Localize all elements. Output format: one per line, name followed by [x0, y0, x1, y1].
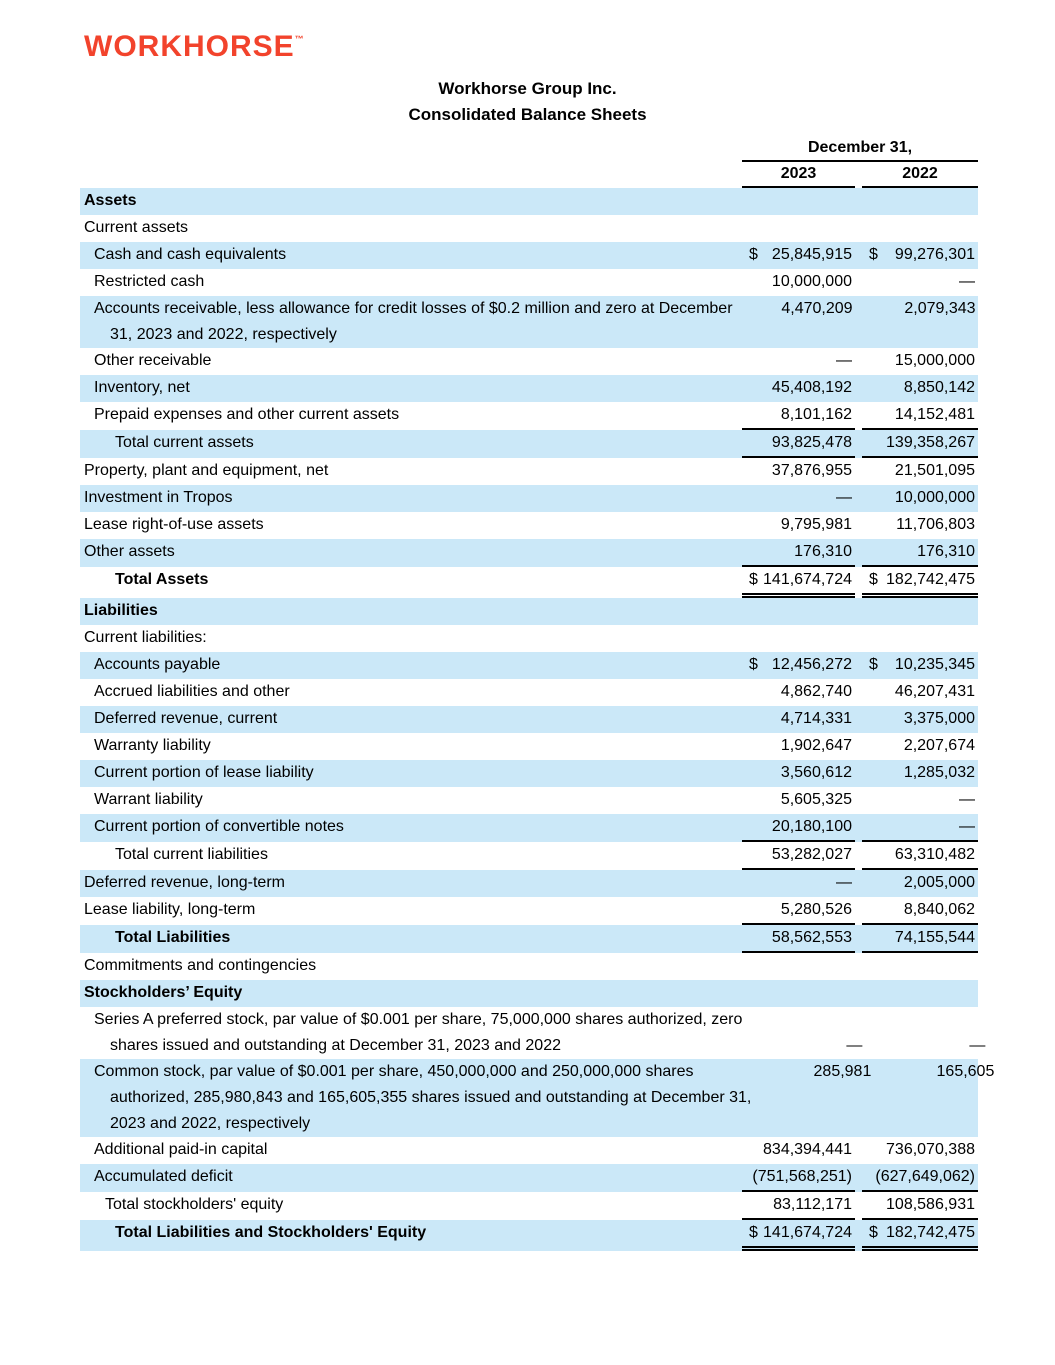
amount: — [836, 352, 852, 369]
row-label: Accounts payable [94, 656, 221, 673]
row-label: Current portion of lease liability [94, 764, 314, 781]
row-label: Commitments and contingencies [84, 957, 317, 974]
amount: 20,180,100 [771, 818, 852, 835]
value-cell-2023 [742, 269, 855, 296]
amount: — [969, 1037, 986, 1054]
column-gap [855, 539, 862, 567]
table-row [80, 430, 978, 458]
amount: 14,152,481 [894, 406, 975, 423]
value-cell-2022 [862, 430, 978, 458]
amount: 4,862,740 [780, 683, 852, 700]
table-row [80, 980, 978, 1007]
value-cell-2023 [742, 760, 855, 787]
amount: 2,207,674 [903, 737, 975, 754]
row-label: Accumulated deficit [94, 1168, 233, 1185]
column-gap [855, 598, 862, 625]
table-row [80, 1164, 978, 1192]
amount: 93,825,478 [771, 434, 852, 451]
value-cell-2022 [862, 842, 978, 870]
column-gap [856, 296, 863, 348]
amount: 58,562,553 [771, 929, 852, 946]
logo-text: WORKHORSE [84, 30, 295, 63]
row-label: Investment in Tropos [84, 489, 233, 506]
column-gap [855, 706, 862, 733]
table-row [80, 539, 978, 567]
amount: 4,470,209 [781, 300, 853, 317]
value-cell-2023 [742, 402, 855, 430]
amount: (627,649,062) [875, 1168, 975, 1185]
table-header-years [80, 162, 978, 188]
value-cell-2023 [742, 1220, 855, 1251]
value-cell-2023 [742, 539, 855, 567]
table-row [80, 598, 978, 625]
column-gap [855, 814, 862, 842]
table-row [80, 215, 978, 242]
row-label: Lease right-of-use assets [84, 516, 264, 533]
column-gap [855, 1220, 862, 1251]
table-row [80, 625, 978, 652]
value-cell-2022 [862, 242, 978, 269]
amount: — [846, 1037, 863, 1054]
table-row [80, 1059, 995, 1137]
amount: 10,235,345 [894, 656, 975, 673]
amount: 2,005,000 [903, 874, 975, 891]
row-label: Other receivable [94, 352, 212, 369]
amount: 83,112,171 [773, 1196, 852, 1213]
table-row [80, 706, 978, 733]
row-label: Total current assets [115, 434, 254, 451]
column-gap [855, 953, 862, 980]
column-gap [855, 188, 862, 215]
column-gap [855, 897, 862, 925]
column-gap [855, 679, 862, 706]
doc-subtitle: Consolidated Balance Sheets [408, 105, 647, 124]
value-cell-2022 [862, 598, 978, 625]
value-cell-2023 [742, 215, 855, 242]
value-cell-2023 [742, 980, 855, 1007]
value-cell-2023 [742, 953, 855, 980]
table-row [80, 842, 978, 870]
row-label: Inventory, net [94, 379, 190, 396]
value-cell-2023 [743, 296, 856, 348]
amount: 5,280,526 [780, 901, 852, 918]
amount: 182,742,475 [886, 1224, 975, 1241]
amount: 2,079,343 [904, 300, 976, 317]
value-cell-2022 [862, 1164, 978, 1192]
amount: 5,605,325 [780, 791, 852, 808]
amount: 12,456,272 [771, 656, 852, 673]
table-row [80, 188, 978, 215]
row-label: Deferred revenue, current [94, 710, 278, 727]
value-cell-2023 [742, 567, 855, 598]
table-row [80, 953, 978, 980]
value-cell-2022 [862, 787, 978, 814]
row-label: Series A preferred stock, par value of $0.001 per share, 75,000,000 shares authorized, zero shares issued and outstanding at December 31, 2023 and 2022 [94, 1011, 743, 1054]
amount: 45,408,192 [771, 379, 852, 396]
column-gap [855, 733, 862, 760]
value-cell-2023 [742, 679, 855, 706]
value-cell-2022 [862, 539, 978, 567]
row-label: Accrued liabilities and other [94, 683, 290, 700]
column-gap [855, 402, 862, 430]
column-gap [855, 242, 862, 269]
value-cell-2022 [862, 625, 978, 652]
value-cell-2023 [742, 1164, 855, 1192]
amount: 11,706,803 [896, 516, 975, 533]
value-cell-2023 [742, 706, 855, 733]
value-cell-2022 [862, 458, 978, 485]
value-cell-2022 [862, 485, 978, 512]
date-column-group-header: December 31, [742, 136, 978, 162]
amount: 8,840,062 [903, 901, 975, 918]
row-label: Liabilities [84, 602, 158, 619]
year-2023-column-header: 2023 [742, 162, 855, 188]
year-2022-column-header: 2022 [862, 162, 978, 188]
value-cell-2022 [872, 1007, 988, 1059]
amount: 10,000,000 [771, 273, 852, 290]
table-row [80, 1220, 978, 1251]
amount: 74,155,544 [894, 929, 975, 946]
table-row [80, 787, 978, 814]
table-row [80, 375, 978, 402]
doc-title: Workhorse Group Inc. [438, 79, 617, 98]
row-label: Deferred revenue, long-term [84, 874, 285, 891]
amount: 3,375,000 [903, 710, 975, 727]
column-gap [855, 348, 862, 375]
value-cell-2022 [862, 870, 978, 897]
value-cell-2023 [742, 842, 855, 870]
amount: 834,394,441 [763, 1141, 852, 1158]
value-cell-2023 [742, 625, 855, 652]
amount: 3,560,612 [780, 764, 852, 781]
dollar-sign: $ [749, 1224, 758, 1241]
table-row [80, 870, 978, 897]
table-row [80, 458, 978, 485]
amount: (751,568,251) [752, 1168, 852, 1185]
value-cell-2023 [742, 598, 855, 625]
amount: — [836, 874, 852, 891]
amount: 99,276,301 [894, 246, 975, 263]
column-gap [855, 842, 862, 870]
dollar-sign: $ [869, 571, 878, 588]
value-cell-2022 [862, 980, 978, 1007]
amount: 176,310 [794, 543, 852, 560]
amount: — [959, 818, 975, 835]
table-row [80, 348, 978, 375]
value-cell-2023 [742, 897, 855, 925]
amount: 8,101,162 [780, 406, 852, 423]
amount: — [959, 791, 975, 808]
amount: 46,207,431 [894, 683, 975, 700]
trademark-symbol: ™ [294, 34, 304, 44]
amount: 165,605 [936, 1063, 995, 1080]
amount: 53,282,027 [771, 846, 852, 863]
value-cell-2022 [862, 348, 978, 375]
column-gap [855, 1192, 862, 1220]
amount: 63,310,482 [894, 846, 975, 863]
value-cell-2022 [862, 375, 978, 402]
value-cell-2023 [742, 787, 855, 814]
row-label: Property, plant and equipment, net [84, 462, 329, 479]
column-gap [855, 162, 862, 188]
table-row [80, 679, 978, 706]
workhorse-logo [84, 30, 304, 64]
value-cell-2023 [742, 925, 855, 953]
dollar-sign: $ [869, 656, 878, 673]
amount: — [959, 273, 975, 290]
table-row [80, 1007, 986, 1059]
row-label: Current portion of convertible notes [94, 818, 344, 835]
amount: 9,795,981 [780, 516, 852, 533]
column-gap [855, 485, 862, 512]
value-cell-2022 [862, 512, 978, 539]
row-label: Assets [84, 192, 137, 209]
table-row [80, 402, 978, 430]
table-row [80, 897, 978, 925]
value-cell-2022 [862, 215, 978, 242]
column-gap [855, 870, 862, 897]
row-label: Total Liabilities [115, 929, 231, 946]
value-cell-2023 [742, 870, 855, 897]
amount: 37,876,955 [771, 462, 852, 479]
row-label: Additional paid-in capital [94, 1141, 268, 1158]
table-row [80, 567, 978, 598]
table-row [80, 512, 978, 539]
value-cell-2022 [862, 1137, 978, 1164]
amount: 285,981 [813, 1063, 872, 1080]
table-row [80, 652, 978, 679]
value-cell-2023 [742, 348, 855, 375]
table-header-date [80, 136, 978, 162]
value-cell-2022 [862, 1192, 978, 1220]
row-label: Cash and cash equivalents [94, 246, 287, 263]
table-row [80, 925, 978, 953]
row-label: Prepaid expenses and other current assets [94, 406, 400, 423]
amount: 4,714,331 [780, 710, 852, 727]
table-row [80, 269, 978, 296]
amount: 108,586,931 [886, 1196, 975, 1213]
value-cell-2023 [742, 242, 855, 269]
value-cell-2023 [742, 188, 855, 215]
column-gap [855, 430, 862, 458]
column-gap [865, 1007, 872, 1059]
amount: 1,285,032 [903, 764, 975, 781]
row-label: Other assets [84, 543, 175, 560]
value-cell-2023 [761, 1059, 874, 1137]
value-cell-2023 [742, 814, 855, 842]
row-label: Total stockholders' equity [105, 1196, 284, 1213]
value-cell-2022 [862, 814, 978, 842]
column-gap [855, 625, 862, 652]
value-cell-2023 [742, 430, 855, 458]
dollar-sign: $ [869, 246, 878, 263]
amount: — [836, 489, 852, 506]
row-label: Accounts receivable, less allowance for credit losses of $0.2 million and zero at December 31, 2023 and 2022, respectively [94, 300, 733, 343]
value-cell-2023 [742, 1192, 855, 1220]
table-row [80, 242, 978, 269]
column-gap [855, 1137, 862, 1164]
row-label: Current assets [84, 219, 189, 236]
table-row [80, 760, 978, 787]
column-gap [855, 980, 862, 1007]
table-row [80, 1192, 978, 1220]
value-cell-2022 [862, 402, 978, 430]
value-cell-2023 [742, 458, 855, 485]
value-cell-2022 [881, 1059, 997, 1137]
amount: 176,310 [917, 543, 975, 560]
amount: 10,000,000 [894, 489, 975, 506]
column-gap [855, 215, 862, 242]
value-cell-2023 [742, 733, 855, 760]
value-cell-2022 [862, 953, 978, 980]
value-cell-2023 [742, 512, 855, 539]
amount: 141,674,724 [763, 571, 852, 588]
row-label: Stockholders’ Equity [84, 984, 243, 1001]
row-label: Warranty liability [94, 737, 211, 754]
value-cell-2023 [742, 375, 855, 402]
value-cell-2022 [862, 760, 978, 787]
table-rows [80, 188, 995, 1251]
column-gap [855, 375, 862, 402]
dollar-sign: $ [749, 246, 758, 263]
value-cell-2022 [862, 567, 978, 598]
value-cell-2022 [862, 679, 978, 706]
amount: 8,850,142 [903, 379, 975, 396]
amount: 182,742,475 [886, 571, 975, 588]
column-gap [855, 787, 862, 814]
row-label: Total Assets [115, 571, 209, 588]
amount: 25,845,915 [771, 246, 852, 263]
value-cell-2023 [742, 652, 855, 679]
column-gap [855, 458, 862, 485]
row-label: Total Liabilities and Stockholders' Equity [115, 1224, 427, 1241]
value-cell-2023 [752, 1007, 865, 1059]
value-cell-2023 [742, 485, 855, 512]
table-row [80, 733, 978, 760]
row-label: Warrant liability [94, 791, 203, 808]
table-row [80, 814, 978, 842]
amount: 141,674,724 [763, 1224, 852, 1241]
dollar-sign: $ [749, 571, 758, 588]
value-cell-2022 [862, 652, 978, 679]
value-cell-2022 [862, 1220, 978, 1251]
value-cell-2022 [862, 188, 978, 215]
column-gap [855, 269, 862, 296]
dollar-sign: $ [749, 656, 758, 673]
value-cell-2022 [862, 897, 978, 925]
amount: 1,902,647 [780, 737, 852, 754]
amount: 736,070,388 [886, 1141, 975, 1158]
value-cell-2022 [863, 296, 979, 348]
amount: 15,000,000 [894, 352, 975, 369]
amount: 139,358,267 [886, 434, 975, 451]
table-row [80, 485, 978, 512]
value-cell-2022 [862, 269, 978, 296]
row-label: Total current liabilities [115, 846, 268, 863]
column-gap [855, 567, 862, 598]
value-cell-2022 [862, 706, 978, 733]
column-gap [855, 1164, 862, 1192]
table-row [80, 296, 978, 348]
balance-sheet-table [80, 136, 995, 1251]
column-gap [855, 760, 862, 787]
value-cell-2023 [742, 1137, 855, 1164]
column-gap [874, 1059, 881, 1137]
row-label: Restricted cash [94, 273, 205, 290]
row-label: Current liabilities: [84, 629, 207, 646]
column-gap [855, 652, 862, 679]
table-row [80, 1137, 978, 1164]
dollar-sign: $ [869, 1224, 878, 1241]
row-label: Lease liability, long-term [84, 901, 256, 918]
column-gap [855, 512, 862, 539]
amount: 21,501,095 [894, 462, 975, 479]
value-cell-2022 [862, 925, 978, 953]
column-gap [855, 925, 862, 953]
row-label: Common stock, par value of $0.001 per share, 450,000,000 and 250,000,000 shares authorized, 285,980,843 and 165,605,355 shares issued and outstanding at December 31, 2023 and 2022, respectively [94, 1063, 752, 1132]
value-cell-2022 [862, 733, 978, 760]
